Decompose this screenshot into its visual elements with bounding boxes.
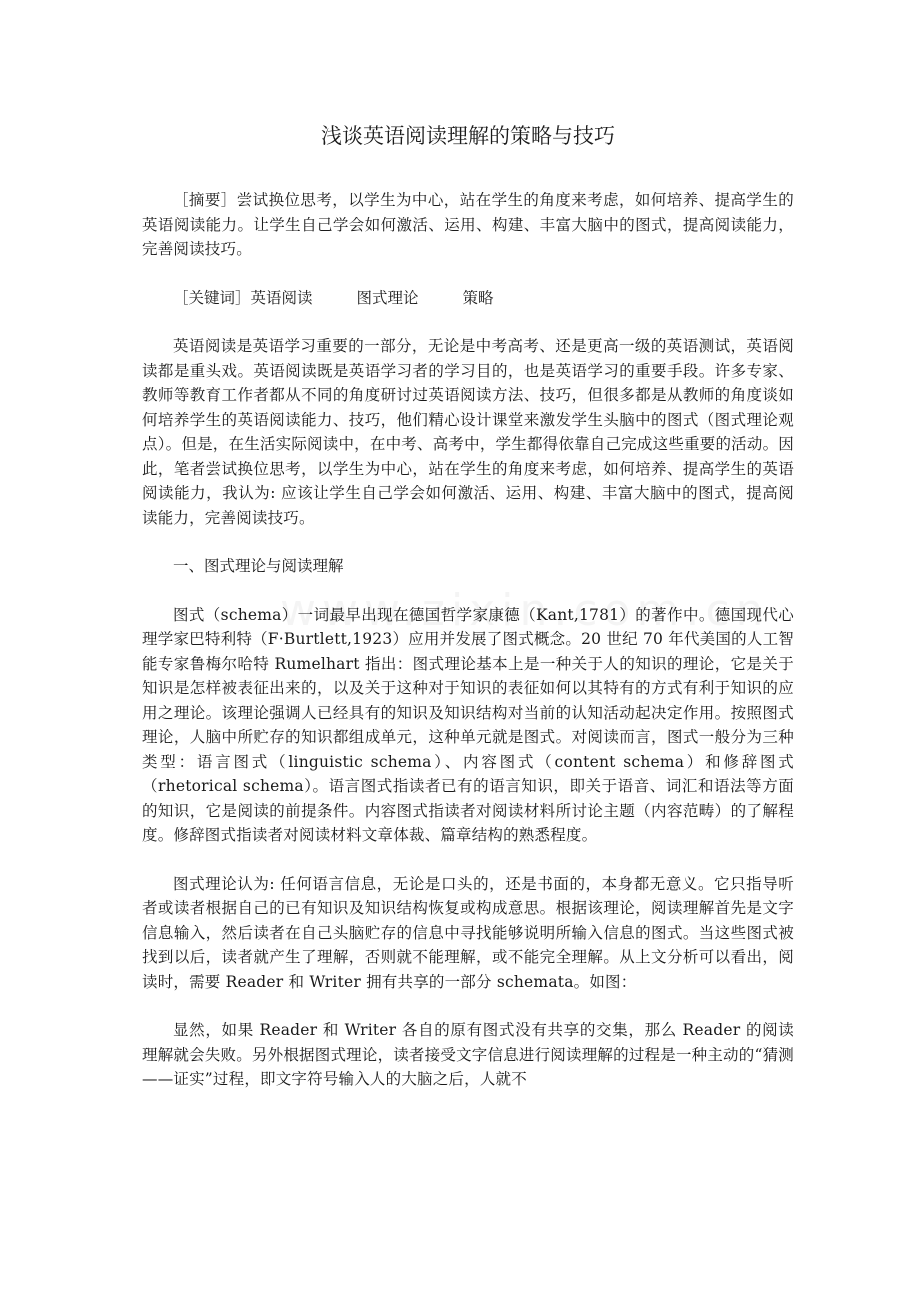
keyword-2: 图式理论 (356, 288, 419, 307)
conclusion-paragraph: 显然，如果 Reader 和 Writer 各自的原有图式没有共享的交集，那么 Reader 的阅读理解就会失败。另外根据图式理论，读者接受文字信息进行阅读理解的过程是一种主动的“猜测——证实”过程，即文字符号输入人的大脑之后，人就不 (142, 1021, 794, 1088)
document-page (142, 118, 794, 1116)
keyword-1: 英语阅读 (250, 288, 313, 307)
keyword-3: 策略 (462, 288, 494, 307)
section-heading-1: 一、图式理论与阅读理解 (173, 557, 344, 575)
abstract-paragraph: ［摘要］尝试换位思考，以学生为中心，站在学生的角度来考虑，如何培养、提高学生的英语阅读能力。让学生自己学会如何激活、运用、构建、丰富大脑中的图式，提高阅读能力，完善阅读技巧。 (142, 191, 794, 258)
theory-paragraph: 图式理论认为: 任何语言信息，无论是口头的，还是书面的，本身都无意义。它只指导听者或读者根据自己的已有知识及知识结构恢复或构成意思。根据该理论，阅读理解首先是文字信息输入，然后读者在自己头脑贮存的信息中寻找能够说明所输入信息的图式。当这些图式被找到以后，读者就产生了理解，否则就不能理解，或不能完全理解。从上文分析可以看出，阅读时，需要 Reader 和 Writer 拥有共享的一部分 schemata。如图： (142, 874, 794, 991)
intro-paragraph: 英语阅读是英语学习重要的一部分，无论是中考高考、还是更高一级的英语测试，英语阅读都是重头戏。英语阅读既是英语学习者的学习目的，也是英语学习的重要手段。许多专家、教师等教育工作者都从不同的角度研讨过英语阅读方法、技巧，但很多都是从教师的角度谈如何培养学生的英语阅读能力、技巧，他们精心设计课堂来激发学生头脑中的图式（图式理论观点）。但是，在生活实际阅读中，在中考、高考中，学生都得依靠自己完成这些重要的活动。因此，笔者尝试换位思考，以学生为中心，站在学生的角度来考虑，如何培养、提高学生的英语阅读能力，我认为: 应该让学生自己学会如何激活、运用、构建、丰富大脑中的图式，提高阅读能力，完善阅读技巧。 (142, 337, 794, 527)
document-title: 浅谈英语阅读理解的策略与技巧 (321, 124, 615, 148)
keywords-label: ［关键词］ (173, 288, 251, 307)
schema-paragraph: 图式（schema）一词最早出现在德国哲学家康德（Kant,1781）的著作中。德国现代心理学家巴特利特（F·Burtlett,1923）应用并发展了图式概念。20 世纪 70 年代美国的人工智能专家鲁梅尔哈特 Rumelhart 指出：图式理论基本上是一种关于人的知识的理论，它是关于知识是怎样被表征出来的，以及关于这种对于知识的表征如何以其特有的方式有利于知识的应用之理论。该理论强调人已经具有的知识及知识结构对当前的认知活动起决定作用。按照图式理论，人脑中所贮存的知识都组成单元，这种单元就是图式。对阅读而言，图式一般分为三种类型：语言图式（linguistic schema）、内容图式（content schema）和修辞图式（rhetorical schema）。语言图式指读者已有的语言知识，即关于语音、词汇和语法等方面的知识，它是阅读的前提条件。内容图式指读者对阅读材料所讨论主题（内容范畴）的了解程度。修辞图式指读者对阅读材料文章体裁、篇章结构的熟悉程度。 (142, 605, 794, 844)
keywords-line (142, 286, 794, 311)
